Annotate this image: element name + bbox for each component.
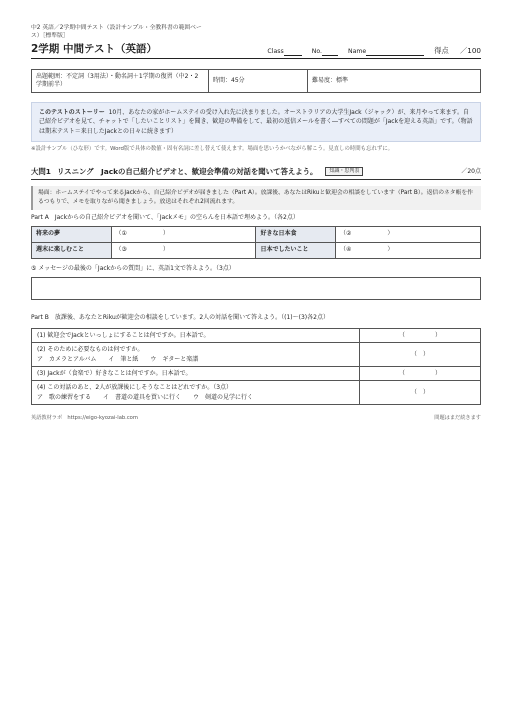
question-number: 大問1 (31, 166, 51, 176)
class-label: Class (267, 47, 284, 55)
title-bar (31, 42, 481, 59)
question-cell (32, 366, 360, 380)
question-5-instruction: ⑤ メッセージの最後の「Jackからの質問」に、英語1文で答えよう。（3点） (31, 264, 235, 272)
class-field[interactable] (267, 48, 301, 56)
time-cell: 時間：45分 (209, 69, 308, 92)
story-heading: このテストのストーリー (39, 109, 105, 117)
scope-cell: 出題範囲：不定詞（3用法）・動名詞＋1学期の復習（中2・2学期前半） (32, 69, 209, 92)
question-points: ／20点 (461, 167, 481, 175)
question-1-header (31, 167, 481, 180)
memo-answer-3[interactable]: （③ ） (111, 242, 256, 258)
number-field[interactable] (312, 48, 338, 56)
memo-answer-2[interactable]: （② ） (336, 226, 481, 242)
memo-row (32, 242, 481, 258)
story-body: 10月、あなたの家がホームステイの受け入れ先に決まりました。オーストラリアの大学生Jack（ジャック）が、来月やって来ます。自己紹介ビデオを見て、チャットで「したいことリスト」を聞き、歓迎の準備をして、最初の返信メールを書く―すべての問題が「Jackを迎える英語」です。（物語は期末テスト＝来日したJackとの日々に続きます） (39, 109, 473, 135)
question-text: (2) そのために必要なものは何ですか。 (37, 346, 144, 354)
test-page (31, 24, 481, 422)
choice-c: ウ 剣道の見学に行く (193, 393, 254, 401)
info-table (31, 69, 481, 93)
breadcrumb (31, 24, 481, 41)
difficulty-cell: 難易度：標準 (308, 69, 481, 92)
memo-answer-4[interactable]: （④ ） (336, 242, 481, 258)
choice-list (37, 393, 354, 402)
choice-b: イ 書道の道具を買いに行く (103, 393, 182, 401)
question-5-answer-box[interactable] (31, 277, 481, 300)
choice-list (37, 355, 354, 364)
memo-label: 将来の夢 (32, 226, 112, 242)
page-title: 2学期 中間テスト（英語） (31, 42, 158, 55)
part-a-instruction: Part A Jackからの自己紹介ビデオを聞いて、「Jackメモ」の空らんを日本語で埋めよう。（各2点） (31, 213, 299, 221)
breadcrumb-line-1: 中2 英語／2学期中間テスト（設計サンプル・全教科書の範囲ベー (31, 25, 202, 31)
part-b-instruction: Part B 放課後、あなたとRikuが歓迎会の相談をしています。2人の対話を聞いて答えよう。（(1)～(3)各2点） (31, 314, 329, 321)
part-b-table (31, 328, 481, 405)
answer-cell[interactable]: （ ） (360, 381, 481, 405)
question-cell (32, 343, 360, 367)
question-cell (32, 381, 360, 405)
memo-answer-1[interactable]: （① ） (111, 226, 256, 242)
question-text: (4) この対話のあと、2人が放課後にしそうなことはどれですか。（3点） (37, 384, 233, 392)
memo-label: 好きな日本食 (256, 226, 336, 242)
answer-cell[interactable]: （ ） (360, 329, 481, 343)
choice-a: ア カメラとアルバム (37, 355, 97, 363)
memo-row (32, 226, 481, 242)
footer-continue: 問題はまだ続きます (434, 414, 481, 421)
score-total: ／100 (460, 46, 481, 56)
table-row (32, 366, 481, 380)
class-blank[interactable] (284, 48, 302, 56)
scene-box: 場面：ホームステイでやって来るJackから、自己紹介ビデオが届きました（Part A）。放課後、あなたはRikuと歓迎会の相談をしています（Part B）。返信のネタ帳を作るつもりで、メモを取りながら聞きましょう。放送はそれぞれ2回流れます。 (31, 186, 481, 210)
table-row (32, 329, 481, 343)
sample-note: ※設計サンプル（ひな形）です。Word版で具体の数値・固有名詞に差し替えて使えます。場面を思いうかべながら解こう。見直しの時間も忘れずに。 (31, 146, 394, 153)
breadcrumb-line-2: ス）［標準版］ (31, 33, 69, 40)
question-text: (3) Jackが（食楽で）好きなことは何ですか。日本語で。 (37, 369, 192, 377)
name-field[interactable] (348, 48, 424, 56)
table-row (32, 343, 481, 367)
question-cell (32, 329, 360, 343)
no-label: No. (311, 47, 322, 55)
choice-a: ア 歌の練習をする (37, 393, 92, 401)
memo-label: 週末に楽しむこと (32, 242, 112, 258)
name-blank[interactable] (366, 48, 424, 56)
student-info (267, 46, 481, 56)
memo-label: 日本でしたいこと (256, 242, 336, 258)
skill-badge: 知識・思判表 (325, 167, 363, 176)
page-footer (31, 415, 481, 422)
score-label: 得点 (434, 46, 449, 56)
name-label: Name (347, 47, 367, 55)
table-row (32, 381, 481, 405)
question-title: リスニング Jackの自己紹介ビデオと、歓迎会準備の対話を聞いて答えよう。 (56, 166, 318, 176)
answer-cell[interactable]: （ ） (360, 366, 481, 380)
score-field (434, 46, 481, 56)
answer-cell[interactable]: （ ） (360, 343, 481, 367)
story-box (31, 102, 481, 142)
choice-c: ウ ギターと楽譜 (150, 355, 199, 363)
question-text: (1) 歓迎会でJackといっしょにすることは何ですか。日本語で。 (37, 332, 210, 340)
number-blank[interactable] (322, 48, 338, 56)
footer-source: 英語教材ラボ https://eigo-kyozai-lab.com (31, 414, 138, 421)
choice-b: イ 筆と紙 (108, 355, 139, 363)
jack-memo-table (31, 226, 481, 259)
